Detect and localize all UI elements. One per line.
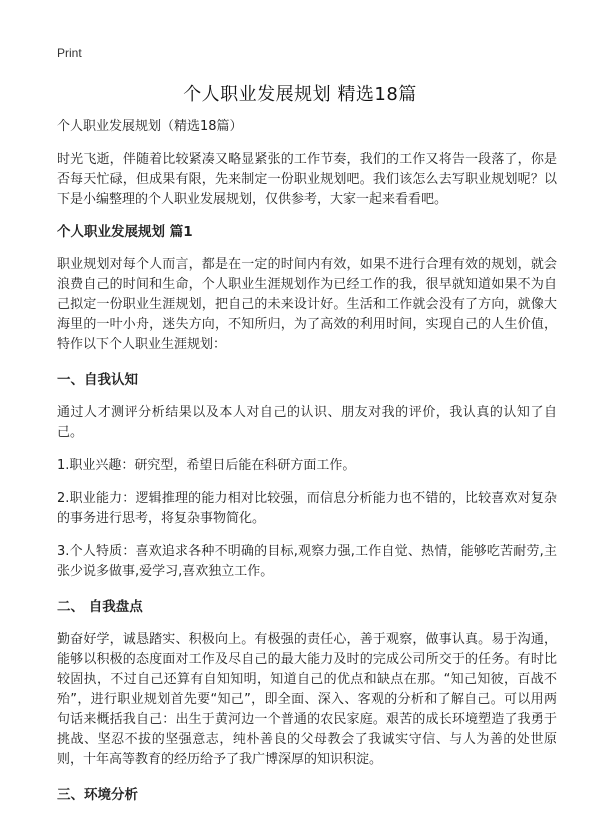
article-heading: 个人职业发展规划 篇1	[57, 224, 193, 240]
section-heading-environment: 三、环境分析	[57, 787, 138, 803]
section-heading-self-awareness: 一、自我认知	[57, 372, 138, 388]
article-body	[57, 118, 557, 818]
article-subtitle: 个人职业发展规划（精选18篇）	[57, 119, 243, 134]
intro-paragraph: 时光飞逝，伴随着比较紧凑又略显紧张的工作节奏，我们的工作又将告一段落了，你是否每天忙碌，但成果有限，先来制定一份职业规划吧。我们该怎么去写职业规划呢？以下是小编整理的个人职业发展规划，仅供参考，大家一起来看看吧。	[57, 152, 557, 207]
list-item: 2.职业能力：逻辑推理的能力相对比较强，而信息分析能力也不错的，比较喜欢对复杂的事务进行思考，将复杂事物简化。	[57, 491, 557, 526]
page-title: 个人职业发展规划 精选18篇	[183, 84, 417, 105]
print-link[interactable]: Print	[57, 46, 82, 60]
section1-intro: 通过人才测评分析结果以及本人对自己的认识、朋友对我的评价，我认真的认知了自己。	[57, 405, 557, 440]
section2-paragraph: 勤奋好学，诚恳踏实、积极向上。有极强的责任心，善于观察，做事认真。易于沟通，能够以积极的态度面对工作及尽自己的最大能力及时的完成公司所交于的任务。有时比较固执，不过自己还算有自知知明，知道自己的优点和缺点在那。“知己知彼，百战不殆”，进行职业规划首先要“知己”，即全面、深入、客观的分析和了解自己。可以用两句话来概括我自己：出生于黄河边一个普通的农民家庭。艰苦的成长环境塑造了我勇于挑战、坚忍不拔的坚强意志，纯朴善良的父母教会了我诚实守信、与人为善的处世原则，十年高等教育的经历给予了我广博深厚的知识积淀。	[57, 632, 557, 767]
article-paragraph: 职业规划对每个人而言，都是在一定的时间内有效，如果不进行合理有效的规划，就会浪费自己的时间和生命，个人职业生涯规划作为已经工作的我，很早就知道如果不为自己拟定一份职业生涯规划，把自己的未来设计好。生活和工作就会没有了方向，就像大海里的一叶小舟，迷失方向，不知所归，为了高效的利用时间，实现自己的人生价值，特作以下个人职业生涯规划：	[57, 257, 557, 352]
list-item: 3.个人特质：喜欢追求各种不明确的目标,观察力强,工作自觉、热情，能够吃苦耐劳,主张少说多做事,爱学习,喜欢独立工作。	[57, 544, 557, 579]
list-item: 1.职业兴趣：研究型，希望日后能在科研方面工作。	[57, 458, 356, 473]
section-heading-self-inventory: 二、 自我盘点	[57, 599, 143, 615]
